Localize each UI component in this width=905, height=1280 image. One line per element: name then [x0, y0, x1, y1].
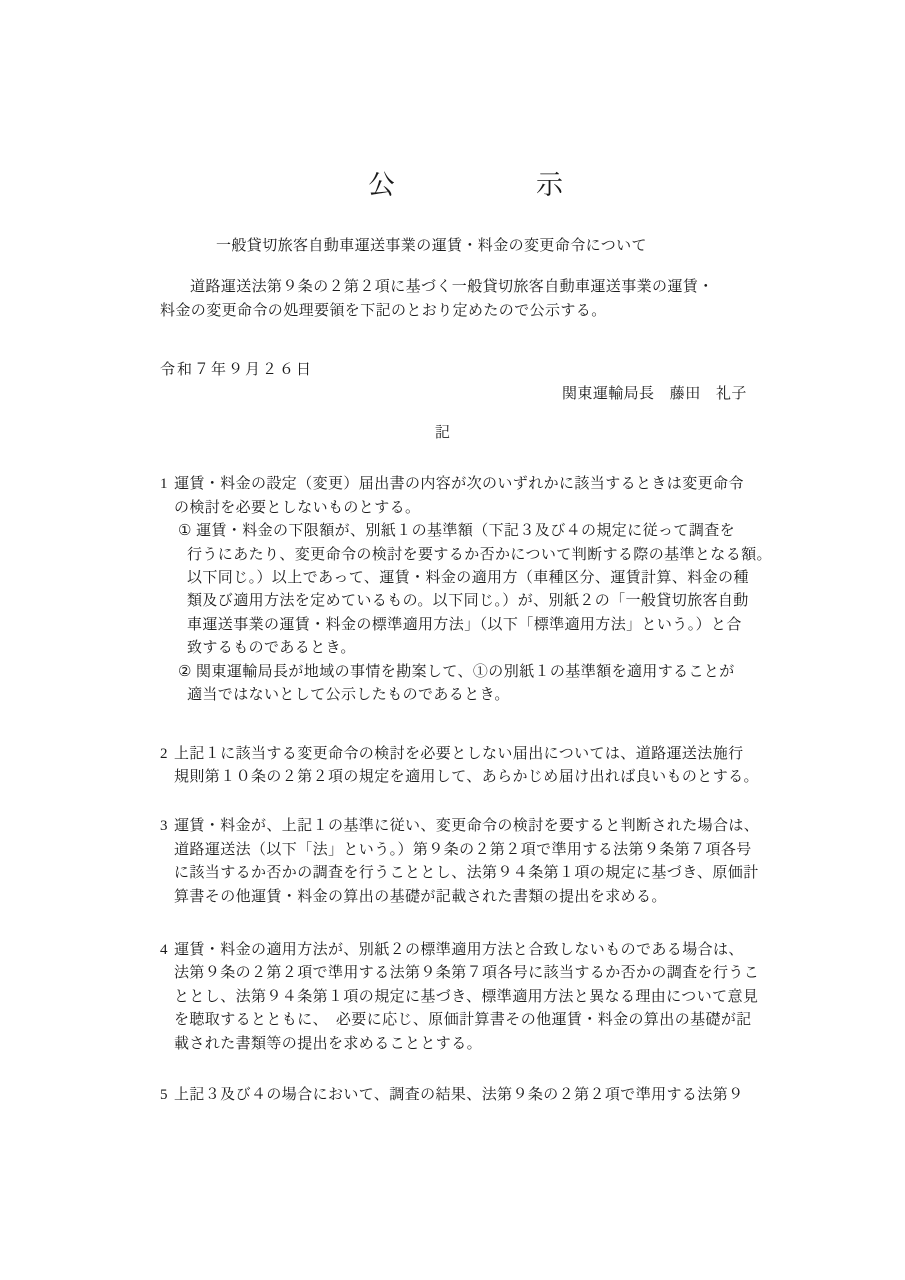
- item-5-text: [174, 1084, 760, 1107]
- subitem-1-line: 行うにあたり、変更命令の検討を要するか否かについて判断する際の基準となる額。: [187, 546, 772, 563]
- item-3-text: [174, 815, 760, 909]
- item-3-line: 算書その他運賃・料金の算出の基礎が記載された書類の提出を求める。: [174, 888, 667, 905]
- intro-line-2: 料金の変更命令の処理要領を下記のとおり定めたので公示する。: [160, 302, 607, 319]
- item-2: [160, 743, 760, 790]
- item-3-line: に該当するか否かの調査を行うこととし、法第９４条第１項の規定に基づき、原価計: [174, 865, 759, 882]
- issue-date: 令和７年９月２６日: [160, 362, 314, 379]
- item-3: [160, 815, 760, 909]
- item-4-text: [174, 939, 760, 1056]
- subitem-2-line: 適当ではないとして公示したものであるとき。: [187, 687, 510, 704]
- item-4-line: 運賃・料金の適用方法が、別紙２の標準適用方法と合致しないものである場合は、: [174, 941, 744, 958]
- subitem-1-line: 致するものであるとき。: [187, 640, 356, 657]
- subitem-2-line: 関東運輸局長が地域の事情を勘案して、①の別紙１の基準額を適用することが: [196, 663, 735, 680]
- item-4-line: 載された書類等の提出を求めることとする。: [174, 1035, 483, 1052]
- item-2-number: 2: [160, 745, 168, 762]
- subitem-2-marker: ②: [178, 663, 192, 680]
- item-5-number: 5: [160, 1086, 168, 1103]
- intro-line-1: 道路運送法第９条の２第２項に基づく一般貸切旅客自動車運送事業の運賃・: [190, 279, 714, 296]
- subitem-1-line: 運賃・料金の下限額が、別紙１の基準額（下記３及び４の規定に従って調査を: [196, 523, 736, 540]
- issuer-name: 関東運輸局長 藤田 礼子: [562, 385, 747, 402]
- document-content: [160, 0, 772, 1107]
- page-title: 公 示: [368, 170, 564, 200]
- item-3-number: 3: [160, 818, 168, 835]
- record-mark: 記: [435, 425, 451, 442]
- intro-paragraph: [160, 276, 760, 323]
- item-4-line: ととし、法第９４条第１項の規定に基づき、標準適用方法と異なる理由について意見: [174, 988, 759, 1005]
- item-2-line: 上記１に該当する変更命令の検討を必要としない届出については、道路運送法施行: [174, 745, 744, 762]
- item-5-line: 上記３及び４の場合において、調査の結果、法第９条の２第２項で準用する法第９: [174, 1086, 744, 1103]
- item-4-line: を聴取するとともに、 必要に応じ、原価計算書その他運賃・料金の算出の基礎が記: [174, 1012, 752, 1029]
- item-5: [160, 1084, 760, 1107]
- item-1-text: [174, 473, 772, 707]
- item-1-line: 運賃・料金の設定（変更）届出書の内容が次のいずれかに該当するときは変更命令: [174, 476, 744, 493]
- item-2-line: 規則第１０条の２第２項の規定を適用して、あらかじめ届け出れば良いものとする。: [174, 768, 759, 785]
- item-3-line: 道路運送法（以下「法」という。）第９条の２第２項で準用する法第９条第７項各号: [174, 841, 752, 858]
- subitem-1-line: 以下同じ。）以上であって、運賃・料金の適用方（車種区分、運賃計算、料金の種: [187, 570, 749, 587]
- subitem-1-line: 車運送事業の運賃・料金の標準適用方法」（以下「標準適用方法」という。）と合: [187, 616, 742, 633]
- subitem-2: [174, 661, 760, 684]
- subitem-1: [174, 520, 760, 543]
- item-1-number: 1: [160, 476, 168, 493]
- item-4: [160, 939, 760, 1056]
- subitem-1-line: 類及び適用方法を定めているもの。以下同じ。）が、別紙２の「一般貸切旅客自動: [187, 593, 749, 610]
- item-4-line: 法第９条の２第２項で準用する法第９条第７項各号に該当するか否かの調査を行うこ: [174, 965, 760, 982]
- item-1-line: の検討を必要としないものとする。: [174, 499, 421, 516]
- item-4-number: 4: [160, 941, 168, 958]
- item-2-text: [174, 743, 760, 790]
- subitem-1-marker: ①: [178, 523, 192, 540]
- item-1: [160, 473, 772, 707]
- item-3-line: 運賃・料金が、上記１の基準に従い、変更命令の検討を要すると判断された場合は、: [174, 818, 760, 835]
- doc-subtitle: 一般貸切旅客自動車運送事業の運賃・料金の変更命令について: [216, 238, 647, 254]
